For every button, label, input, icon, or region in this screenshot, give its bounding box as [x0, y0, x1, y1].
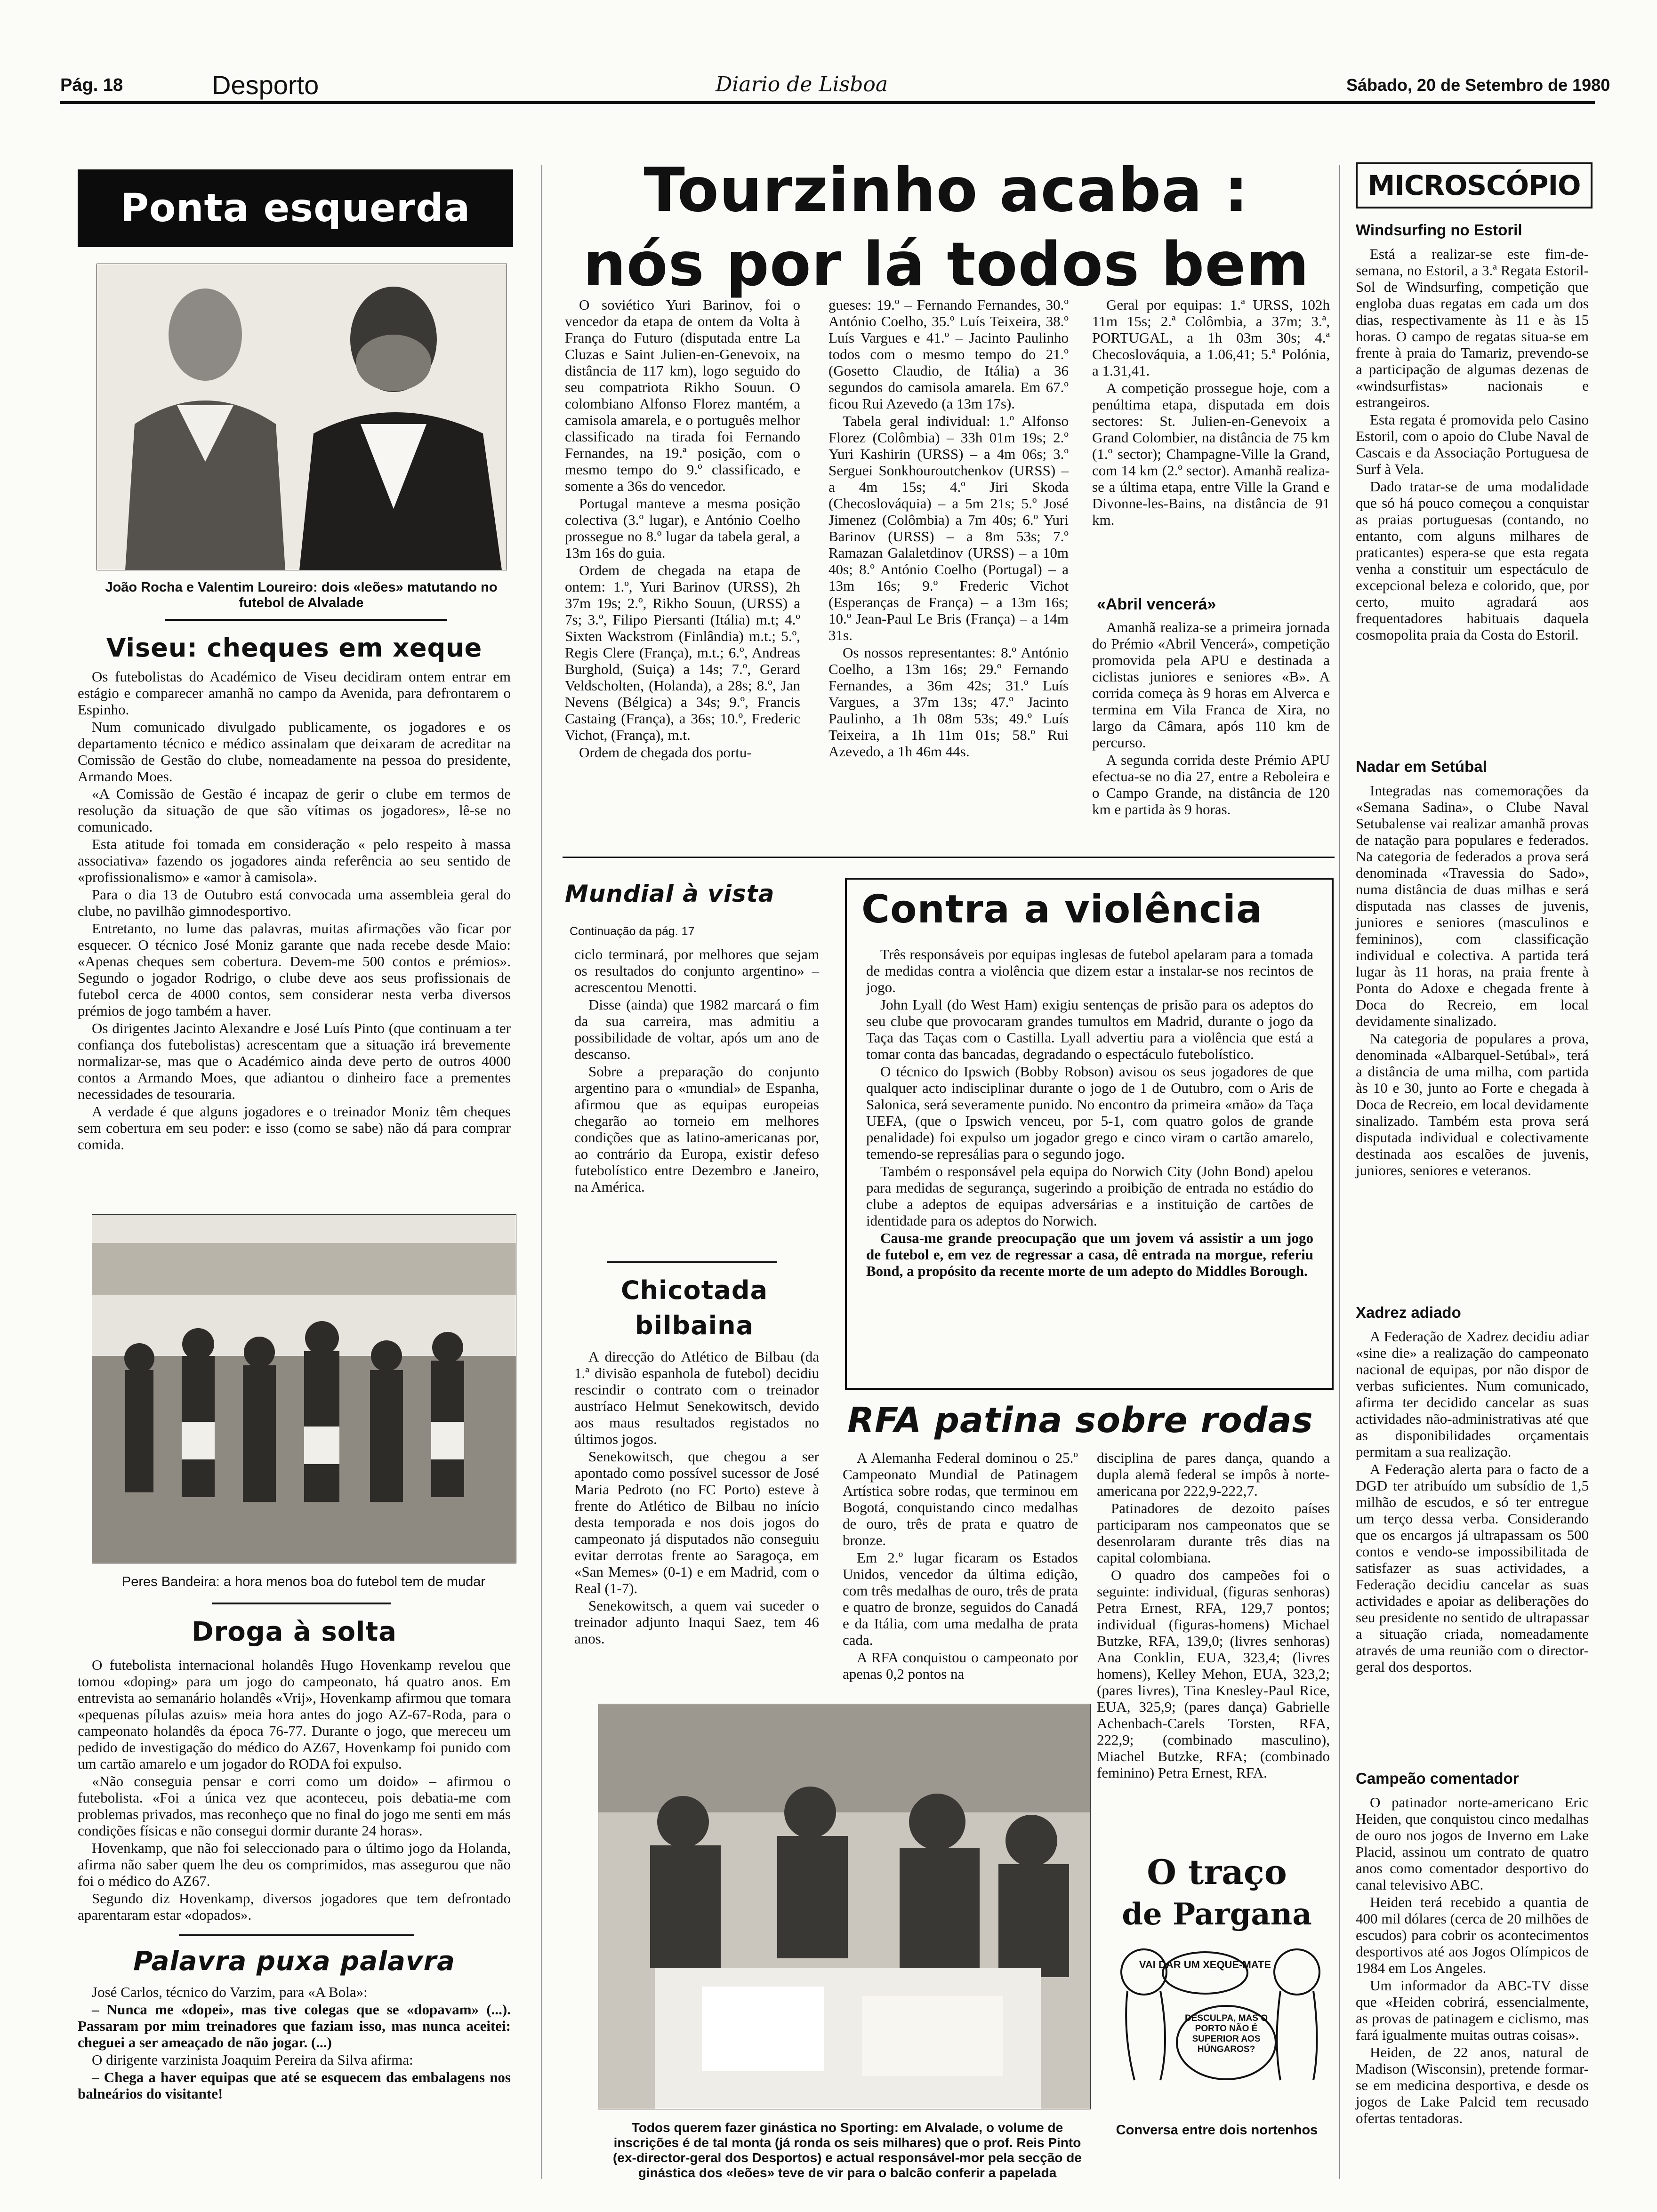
divider-ponta	[165, 619, 447, 621]
tour-paragraph: Ordem de chegada dos portu-	[579, 744, 752, 761]
campeao-paragraph: Heiden terá recebido a quantia de 400 mil dólares (cerca de 20 milhões de escudos) para cobrir os acontecimentos desportivos até aos Jogos Olímpicos de 1984 em Los Angeles.	[1356, 1894, 1589, 1976]
windsurf-title: Windsurfing no Estoril	[1356, 221, 1522, 239]
viseu-paragraph: Para o dia 13 de Outubro está convocada uma assembleia geral do clube, no pavilhão gimnodesportivo.	[78, 886, 511, 919]
viseu-paragraph: A verdade é que alguns jogadores e o treinador Moniz têm cheques sem cobertura em seu poder: e isso (como se sabe) não dá para comprar comida.	[78, 1103, 511, 1153]
traco-title-2: de Pargana	[1122, 1897, 1312, 1932]
droga-body	[78, 1657, 511, 1924]
abril-paragraph: Amanhã realiza-se a primeira jornada do Prémio «Abril Vencerá», competição promovida pela APU e destinada a ciclistas juniores e seniores «B». A corrida começa às 9 horas em Alverca e termina em Vila Franca de Xira, no largo da Câmara, após 110 km de percurso.	[1092, 619, 1330, 751]
nadar-paragraph: Integradas nas comemorações da «Semana Sadina», o Clube Naval Setubalense vai realizar amanhã provas de natação para populares e federados. Na categoria de federados a prova será denominada «Travessia do Sado», numa distância de duas milhas e será disputada nas classes de juvenis, juniores e seniores (masculinos e femininos), com classificação individual e colectiva. A partida terá lugar às 11 horas, na praia frente à Ponta do Adoxe e chegada frente à Doca do Recreio, em local devidamente sinalizado.	[1356, 782, 1589, 1029]
tour-paragraph: O soviético Yuri Barinov, foi o vencedor da etapa de ontem da Volta à França do Futuro (disputada entre La Cluzas e Saint Julien-en-Genevoix, na distância de 117 km), logo seguido do seu compatriota Rikho Souun. O colombiano Alfonso Florez mantém, a camisola amarela, e o português melhor classificado na tirada foi Fernando Fernandes, na 19.ª posição, com o mesmo tempo do 9.º classificado, e somente a 36s do vencedor.	[565, 297, 800, 494]
section-name: Desporto	[212, 70, 319, 100]
nadar-title: Nadar em Setúbal	[1356, 758, 1487, 775]
rfa-paragraph: O quadro dos campeões foi o seguinte: individual, (figuras senhoras) Petra Ernest, RFA, 129,7 pontos; individual (figuras-homens) Michael Butzke, RFA, 139,0; (livres senhoras) Ana Conklin, EUA, 323,4; (livres homens), Kelley Mehon, EUA, 323,2; (pares livres), Tina Knesley-Paul Rice, EUA, 325,9; (pares dança) Gabrielle Achenbach-Carels Torsten, RFA, 222,9; (combinado masculino), Miachel Butzke, RFA; (combinado feminino) Petra Ernest, RFA.	[1097, 1567, 1330, 1781]
mundial-paragraph: Disse (ainda) que 1982 marcará o fim da sua carreira, mas admitiu a possibilidade de voltar, após um ano de descanso.	[574, 996, 819, 1062]
rfa-title: RFA patina sobre rodas	[847, 1400, 1313, 1441]
mundial-title: Mundial à vista	[565, 880, 775, 907]
photo-sporting-gym	[598, 1704, 1091, 2109]
microscopio-logo-text: MICROSCÓPIO	[1367, 169, 1581, 201]
divider-tour	[563, 857, 1335, 858]
palavra-intro: José Carlos, técnico do Varzim, para «A Bola»:	[92, 1984, 368, 2000]
windsurf-paragraph: Esta regata é promovida pelo Casino Estoril, com o apoio do Clube Naval de Cascais e da Associação Portuguesa de Surf à Vela.	[1356, 411, 1589, 477]
mundial-paragraph: ciclo terminará, por melhores que sejam os resultados do conjunto argentino» – acrescentou Menotti.	[574, 946, 819, 995]
palavra-quote-2: – Chega a haver equipas que até se esquecem das embalagens nos balneários do visitante!	[78, 2069, 511, 2102]
ponta-esquerda-title: Ponta esquerda	[120, 186, 471, 231]
tour-column-3	[1092, 297, 1330, 529]
viseu-body	[78, 668, 511, 1154]
rfa-paragraph: A RFA conquistou o campeonato por apenas 0,2 pontos na	[843, 1649, 1078, 1682]
tour-column-2	[828, 297, 1069, 761]
viseu-paragraph: «A Comissão de Gestão é incapaz de gerir o clube em termos de resolução da situação de que são vítimas os jogadores», lê-se no comunicado.	[78, 785, 511, 835]
cartoon-bubble-2: DESCULPA, MAS O PORTO NÃO É SUPERIOR AOS HÚNGAROS?	[1185, 2013, 1268, 2054]
droga-title: Droga à solta	[192, 1617, 397, 1647]
abril-title: «Abril vencerá»	[1097, 595, 1216, 613]
photo-rocha-loureiro	[97, 264, 507, 570]
tour-paragraph: gueses: 19.º – Fernando Fernandes, 30.º António Coelho, 35.º Luís Teixeira, 38.º Luís Vargues e 41.º – Jacinto Paulinho todos com o mesmo tempo do 21.º (Gosetto Claudio, de Itália) a 36 segundos do camisola amarela. Em 67.º ficou Rui Azevedo (a 13m 17s).	[828, 297, 1069, 412]
mundial-continued: Continuação da pág. 17	[570, 925, 695, 938]
violencia-paragraph: Três responsáveis por equipas inglesas de futebol apelaram para a tomada de medidas contra a violência que dizem estar a instalar-se nos recintos de jogo.	[866, 946, 1313, 995]
photo-training-session	[92, 1214, 516, 1563]
campeao-body	[1356, 1794, 1589, 2127]
campeao-paragraph: Um informador da ABC-TV disse que «Heiden cobrirá, essencialmente, as provas de patinagem e ciclismo, mas fará igualmente muitas outras coisas».	[1356, 1977, 1589, 2043]
rfa-paragraph: A Alemanha Federal dominou o 25.º Campeonato Mundial de Patinagem Artística sobre rodas, que terminou em Bogotá, conquistando cinco medalhas de ouro, três de prata e quatro de bronze.	[843, 1450, 1078, 1548]
divider-droga	[179, 1934, 414, 1936]
violencia-paragraph: Causa-me grande preocupação que um jovem vá assistir a um jogo de futebol e, em vez de regressar a casa, dê entrada na morgue, referiu Bond, a propósito da recente morte de um adepto do Middles Borough.	[866, 1230, 1313, 1279]
photo-sporting-image	[598, 1704, 1090, 2109]
xadrez-paragraph: A Federação de Xadrez decidiu adiar «sine die» a realização do campeonato nacional de equipas, por não dispor de verbas suficientes. Num comunicado, afirma ter decidido cancelar as suas actividades não-administrativas até que as disponibilidades orçamentais permitam a sua realização.	[1356, 1328, 1589, 1460]
divider-mundial	[607, 1261, 777, 1263]
rfa-column-1	[843, 1450, 1078, 1683]
issue-date: Sábado, 20 de Setembro de 1980	[1346, 75, 1610, 95]
photo-sporting-caption: Todos querem fazer ginástica no Sporting: em Alvalade, o volume de inscrições é de tal monta (já ronda os seis milhares) que o prof. Reis Pinto (ex-director-geral dos Desportos) e actual responsável-mor pela secção de ginástica dos «leões» teve de vir para o balcão conferir a papelada	[613, 2120, 1082, 2180]
xadrez-paragraph: A Federação alerta para o facto de a DGD ter atribuído um subsídio de 1,5 milhão de escudos, e só ter entregue um terço dessa verba. Considerando que os encargos já ultrapassam os 500 contos e vendo-se impossibilitada de satisfazer as suas actividades, a Federação decidiu cancelar as suas actividades e apoiar as deliberações do seu presidente no sentido de ultrapassar a situação criada, nomeadamente através de uma reunião com o director-geral dos desportos.	[1356, 1461, 1589, 1675]
palavra-title: Palavra puxa palavra	[133, 1946, 455, 1977]
chicotada-title-1: Chicotada	[620, 1275, 768, 1305]
campeao-paragraph: Heiden, de 22 anos, natural de Madison (Wisconsin), pretende formar-se em medicina desportiva, e desde os jogos de Lake Palcid tem recusado ofertas tentadoras.	[1356, 2044, 1589, 2126]
chicotada-paragraph: A direcção do Atlético de Bilbau (da 1.ª divisão espanhola de futebol) decidiu rescindir o contrato com o treinador austríaco Helmut Senekowitsch, devido aos maus resultados registados no últimos jogos.	[574, 1348, 819, 1447]
tour-paragraph: A competição prossegue hoje, com a penúltima etapa, disputada em dois sectores: St. Julien-en-Genevoix a Grand Colombier, na distância de 75 km (1.º sector); Champagne-Ville la Grand, com 14 km (2.º sector). Amanhã realiza-se a última etapa, entre Ville la Grand e Divonne-les-Bains, na distância de 91 km.	[1092, 380, 1330, 528]
violencia-paragraph: Também o responsável pela equipa do Norwich City (John Bond) apelou para medidas de segurança, sugerindo a proibição de entrada no estádio do clube a adeptos de equipas adversárias e a instituição de cartões de identidade para os adeptos do Norwich.	[866, 1163, 1313, 1229]
header-rule	[60, 101, 1595, 104]
chicotada-title-2: bilbaina	[635, 1311, 754, 1340]
violencia-body	[866, 946, 1313, 1280]
palavra-body	[78, 1984, 511, 2103]
column-rule-left	[541, 165, 542, 2179]
microscopio-logo	[1356, 162, 1593, 208]
rfa-paragraph: disciplina de pares dança, quando a dupla alemã federal se impôs à norte-americana por 222,9-222,7.	[1097, 1450, 1330, 1499]
viseu-title: Viseu: cheques em xeque	[106, 633, 483, 663]
cartoon-caption: Conversa entre dois nortenhos	[1116, 2123, 1318, 2138]
violencia-title: Contra a violência	[861, 887, 1263, 932]
palavra-intro-2: O dirigente varzinista Joaquim Pereira da Silva afirma:	[92, 2052, 413, 2068]
viseu-paragraph: Os futebolistas do Académico de Viseu decidiram ontem entrar em estágio e comparecer amanhã no campo da Avenida, para defrontarem o Espinho.	[78, 668, 511, 718]
droga-paragraph: Hovenkamp, que não foi seleccionado para o último jogo da Holanda, afirma não saber quem lhe deu os comprimidos, mas assegurou que não foi o médico do AZ67.	[78, 1840, 511, 1889]
viseu-paragraph: Entretanto, no lume das palavras, muitas afirmações vão ficar por esquecer. O técnico José Moniz garante que nada recebe desde Maio: «Apenas cheques sem cobertura. Devem-me 500 contos e prémios». Segundo o jogador Rodrigo, o clube deve aos seus profissionais de futebol cerca de 4000 contos, sem considerar nesta verba diversos prémios de jogo também a haver.	[78, 920, 511, 1019]
droga-paragraph: O futebolista internacional holandês Hugo Hovenkamp revelou que tomou «doping» para um jogo do campeonato, há quatro anos. Em entrevista ao semanário holandês «Vrij», Hovenkamp afirmou que tomara «pequenas pílulas azuis» meia hora antes do jogo AZ-67-Roda, para o campeonato holandês da época 76-77. Durante o jogo, que mereceu um pedido de investigação do médico do AZ67, Hovenkamp foi punido com um cartão amarelo e um jogador do RODA foi expulso.	[78, 1657, 511, 1772]
windsurf-body	[1356, 246, 1589, 644]
tour-paragraph: Portugal manteve a mesma posição colectiva (3.º lugar), e António Coelho prossegue no 8.º lugar da tabela geral, a 13m 16s do guia.	[565, 495, 800, 561]
paper-name: Diario de Lisboa	[716, 72, 888, 96]
tour-column-1	[565, 297, 800, 761]
violencia-paragraph: O técnico do Ipswich (Bobby Robson) avisou os seus jogadores de que qualquer acto indisciplinar durante o jogo de 1 de Outubro, com o Aris de Salonica, será severamente punido. No encontro da primeira «mão» da Taça UEFA, (que o Ipswich venceu, por 5-1, com quatro golos de grande penalidade) foi expulso um jogador grego e cinco viram o cartão amarelo, temendo-se represálias para o segundo jogo.	[866, 1063, 1313, 1162]
tour-paragraph: Os nossos representantes: 8.º António Coelho, a 13m 16s; 29.º Fernando Fernandes, a 36m 42s; 31.º Luís Vargues, a 37m 13s; 47.º Jacinto Paulinho, a 1h 08m 53s; 49.º Luís Teixeira, a 1h 11m 01s; 58.º Rui Azevedo, a 1h 46m 44s.	[828, 644, 1069, 760]
droga-paragraph: Segundo diz Hovenkamp, diversos jogadores que tem defrontado aparentaram estar «dopados».	[78, 1890, 511, 1923]
cartoon-drawing	[1109, 1939, 1330, 2094]
chicotada-body	[574, 1348, 819, 1648]
nadar-paragraph: Na categoria de populares a prova, denominada «Albarquel-Setúbal», terá a distância de uma milha, com partida às 10 e 30, junto ao Forte e chegada à Doca de Recreio, em local devidamente sinalizado. Também esta prova será disputada individual e colectivamente destinada aos escalões de juvenis, juniores, seniores e veteranos.	[1356, 1030, 1589, 1178]
ponta-esquerda-banner	[78, 169, 513, 247]
page-number: Pág. 18	[60, 75, 123, 95]
chicotada-paragraph: Senekowitsch, que chegou a ser apontado como possível sucessor de José Maria Pedroto (no FC Porto) esteve à frente do Atlético de Bilbau no início desta temporada e nos dois jogos do campeonato já disputados não conseguiu evitar derrotas frente ao Saragoça, em «San Memes» (0-1) e em Madrid, com o Real (1-7).	[574, 1448, 819, 1596]
droga-paragraph: «Não conseguia pensar e corri como um doido» – afirmou o futebolista. «Foi a única vez que aconteceu, pois debatia-me com problemas privados, mas reconheço que no final do jogo me senti em más condições físicas e não consegui dormir durante 24 horas».	[78, 1773, 511, 1839]
rfa-column-2	[1097, 1450, 1330, 1782]
rfa-paragraph: Patinadores de dezoito países participaram nos campeonatos que se desenrolaram durante três dias na capital colombiana.	[1097, 1500, 1330, 1566]
rfa-paragraph: Em 2.º lugar ficaram os Estados Unidos, vencedor da última edição, com três medalhas de ouro, três de prata e quatro de bronze, seguidos do Canadá e da Itália, com uma medalha de prata cada.	[843, 1549, 1078, 1648]
abril-body	[1092, 619, 1330, 818]
traco-title-1: O traço	[1147, 1852, 1287, 1892]
viseu-paragraph: Os dirigentes Jacinto Alexandre e José Luís Pinto (que continuam a ter confiança dos futebolistas) acrescentam que a situação irá brevemente normalizar-se, mas que o Académico ainda deve perto de outros 4000 contos a Armando Moes, que adiantou o dinheiro face a prementes necessidades de tesouraria.	[78, 1020, 511, 1102]
campeao-title: Campeão comentador	[1356, 1770, 1519, 1787]
photo-training-caption: Peres Bandeira: a hora menos boa do futebol tem de mudar	[121, 1574, 486, 1589]
chicotada-paragraph: Senekowitsch, a quem vai suceder o treinador adjunto Inaqui Saez, tem 46 anos.	[574, 1597, 819, 1647]
xadrez-body	[1356, 1328, 1589, 1676]
violencia-paragraph: John Lyall (do West Ham) exigiu sentenças de prisão para os adeptos do seu clube que provocaram grandes tumultos em Madrid, durante o jogo da Taça das Taças com o Castilla. Lyall advertiu para a violência que está a tomar conta das bancadas, degradando o espectáculo futebolístico.	[866, 996, 1313, 1062]
xadrez-title: Xadrez adiado	[1356, 1304, 1461, 1321]
cartoon-bubble-1: VAI DAR UM XEQUE-MATE	[1139, 1959, 1271, 1971]
tour-paragraph: Tabela geral individual: 1.º Alfonso Florez (Colômbia) – 33h 01m 19s; 2.º Yuri Kashirin (URSS) – a 4m 06s; 3.º Serguei Sonkhouroutchenkov (URSS) – a 4m 15s; 4.º Jiri Skoda (Checoslováquia) – a 5m 21s; 5.º José Jimenez (Colômbia) a 7m 40s; 6.º Yuri Barinov (URSS) – a 8m 53s; 7.º Ramazan Galaletdinov (URSS) – a 10m 40s; 8.º António Coelho (Portugal) – a 13m 16s; 9.º Frederic Vichot (Esperanças de França) – a 13m 16s; 10.º Jean-Paul Le Bris (França) – a 14m 31s.	[828, 413, 1069, 643]
windsurf-paragraph: Está a realizar-se este fim-de-semana, no Estoril, a 3.ª Regata Estoril-Sol de Windsurfing, competição que engloba duas regatas em cada um dos dias, respectivamente às 11 e às 15 horas. O campo de regatas situa-se em frente à praia do Tamariz, prevendo-se a participação de algumas dezenas de «windsurfistas» nacionais e estrangeiros.	[1356, 246, 1589, 410]
mundial-paragraph: Sobre a preparação do conjunto argentino para o «mundial» de Espanha, afirmou que as equipas europeias chegarão ao torneio em melhores condições que as latino-americanas por, ao contrário da Europa, existir defeso futebolístico entre Dezembro e Janeiro, na América.	[574, 1063, 819, 1195]
viseu-paragraph: Esta atitude foi tomada em consideração « pelo respeito à massa associativa» fazendo os jogadores ainda referência ao seu sentido de «profissionalismo» e «amor à camisola».	[78, 836, 511, 885]
tour-paragraph: Ordem de chegada na etapa de ontem: 1.º, Yuri Barinov (URSS), 2h 37m 19s; 2.º, Rikho Souun, (URSS) a 7s; 3.º, Filipo Piersanti (Itália) m.t; 4.º Sixten Wackstrom (Finlândia) m.t.; 5.º, Regis Clere (França), m.t.; 6.º, Andreas Burghold, (Suiça) a 14s; 7.º, Gerard Veldscholten, (Holanda), a 28s; 8.º, Jan Nevens (Bélgica) a 34s; 9.º, Francis Castaing (França), a 36s; 10.º, Frederic Vichot, (França), m.t.	[565, 562, 800, 743]
mundial-body	[574, 946, 819, 1196]
windsurf-paragraph: Dado tratar-se de uma modalidade que só há pouco começou a conquistar as praias portuguesas (contando, no entanto, com alguns milhares de praticantes) espera-se que esta regata venha a constituir um espectáculo de excepcional beleza e colorido, que, por certo, muito agradará aos frequentadores habituais daquela cosmopolita praia da Costa do Estoril.	[1356, 478, 1589, 643]
column-rule-right	[1339, 165, 1340, 2179]
palavra-quote: – Nunca me «dopei», mas tive colegas que se «dopavam» (...). Passaram por mim treinadores que faziam isso, mas nunca aceitei: cheguei a ser ameaçado de não jogar. (...)	[78, 2001, 511, 2051]
tour-headline-1: Tourzinho acaba :	[643, 155, 1249, 225]
cartoon-pargana	[1109, 1939, 1330, 2094]
campeao-paragraph: O patinador norte-americano Eric Heiden, que conquistou cinco medalhas de ouro nos jogos de Inverno em Lake Placid, assinou um contrato de quatro anos como comentador desportivo do canal televisivo ABC.	[1356, 1794, 1589, 1893]
divider-peres	[212, 1603, 391, 1604]
photo-training-image	[92, 1215, 516, 1563]
viseu-paragraph: Num comunicado divulgado publicamente, os jogadores e os departamento técnico e médico assinalam que deixaram de acreditar na Comissão de Gestão do clube, nomeadamente na pessoa do presidente, Armando Moes.	[78, 719, 511, 785]
photo-rocha-loureiro-caption: João Rocha e Valentim Loureiro: dois «leões» matutando no futebol de Alvalade	[105, 580, 498, 610]
nadar-body	[1356, 782, 1589, 1179]
tour-paragraph: Geral por equipas: 1.ª URSS, 102h 11m 15s; 2.ª Colômbia, a 37m; 3.ª, PORTUGAL, a 1h 03m 30s; 4.ª Checoslováquia, a 1.06,41; 5.ª Polónia, a 1.31,41.	[1092, 297, 1330, 379]
tour-headline-2: nós por lá todos bem	[583, 230, 1310, 300]
photo-rocha-loureiro-image	[97, 264, 507, 570]
abril-paragraph: A segunda corrida deste Prémio APU efectua-se no dia 27, entre a Reboleira e o Campo Grande, na distância de 120 km e partida às 9 horas.	[1092, 752, 1330, 817]
